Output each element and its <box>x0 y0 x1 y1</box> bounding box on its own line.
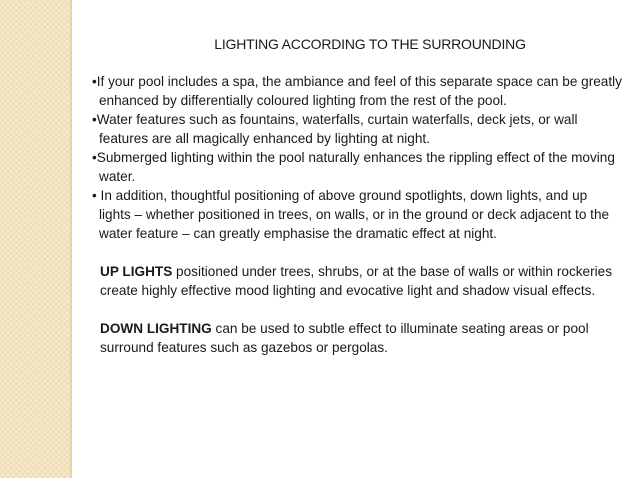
down-lighting-text: can be used to subtle effect to illuminate seating areas or pool surround features such as gazebos or pergolas. <box>100 321 589 355</box>
down-lighting-heading: DOWN LIGHTING <box>100 321 212 336</box>
decorative-side-strip <box>0 0 70 478</box>
bullet-submerged-lighting: •Submerged lighting within the pool naturally enhances the rippling effect of the moving water. <box>92 150 615 184</box>
slide-title: LIGHTING ACCORDING TO THE SURROUNDING <box>214 36 526 52</box>
up-lights-text: positioned under trees, shrubs, or at the base of walls or within rockeries create highly effective mood lighting and evocative light and shadow visual effects. <box>100 264 613 298</box>
bullet-water-features: •Water features such as fountains, waterfalls, curtain waterfalls, deck jets, or wall features are all magically enhanced by lighting at night. <box>92 112 578 146</box>
spacer <box>92 243 622 262</box>
bullet-spa-lighting: •If your pool includes a spa, the ambiance and feel of this separate space can be greatly enhanced by differentially coloured lighting from the rest of the pool. <box>92 74 622 108</box>
slide-body <box>92 72 622 357</box>
spacer <box>92 300 622 319</box>
up-lights-heading: UP LIGHTS <box>100 264 173 279</box>
up-lights-paragraph <box>92 262 622 300</box>
bullet-spotlight-positioning: • In addition, thoughtful positioning of above ground spotlights, down lights, and up lights – whether positioned in trees, on walls, or in the ground or deck adjacent to the water feature – can greatly emphasise the dramatic effect at night. <box>92 188 610 241</box>
side-strip-edge <box>70 0 72 478</box>
down-lighting-paragraph <box>92 319 622 357</box>
